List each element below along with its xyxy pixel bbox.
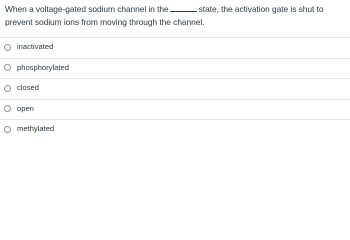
answer-option-methylated[interactable] (0, 119, 350, 140)
radio-button[interactable] (4, 105, 11, 112)
radio-button[interactable] (4, 126, 11, 133)
answer-label: closed (17, 83, 39, 92)
answer-list (0, 37, 350, 140)
radio-button[interactable] (4, 85, 11, 92)
question-text-before: When a voltage-gated sodium channel in the (5, 4, 169, 14)
answer-label: phosphorylated (17, 62, 69, 72)
answer-option-inactivated[interactable] (0, 37, 350, 58)
answer-option-closed[interactable] (0, 78, 350, 99)
radio-button[interactable] (4, 44, 11, 51)
answer-option-open[interactable] (0, 99, 350, 120)
question-text-after: state, the activation gate is shut to prevent sodium ions from moving through the channel. (5, 4, 324, 27)
answer-label: inactivated (17, 42, 54, 51)
answer-blank (170, 10, 197, 12)
answer-label: open (17, 103, 34, 113)
radio-button[interactable] (4, 64, 11, 71)
answer-option-phosphorylated[interactable] (0, 58, 350, 79)
question-text (5, 3, 349, 29)
answer-label: methylated (17, 124, 55, 133)
